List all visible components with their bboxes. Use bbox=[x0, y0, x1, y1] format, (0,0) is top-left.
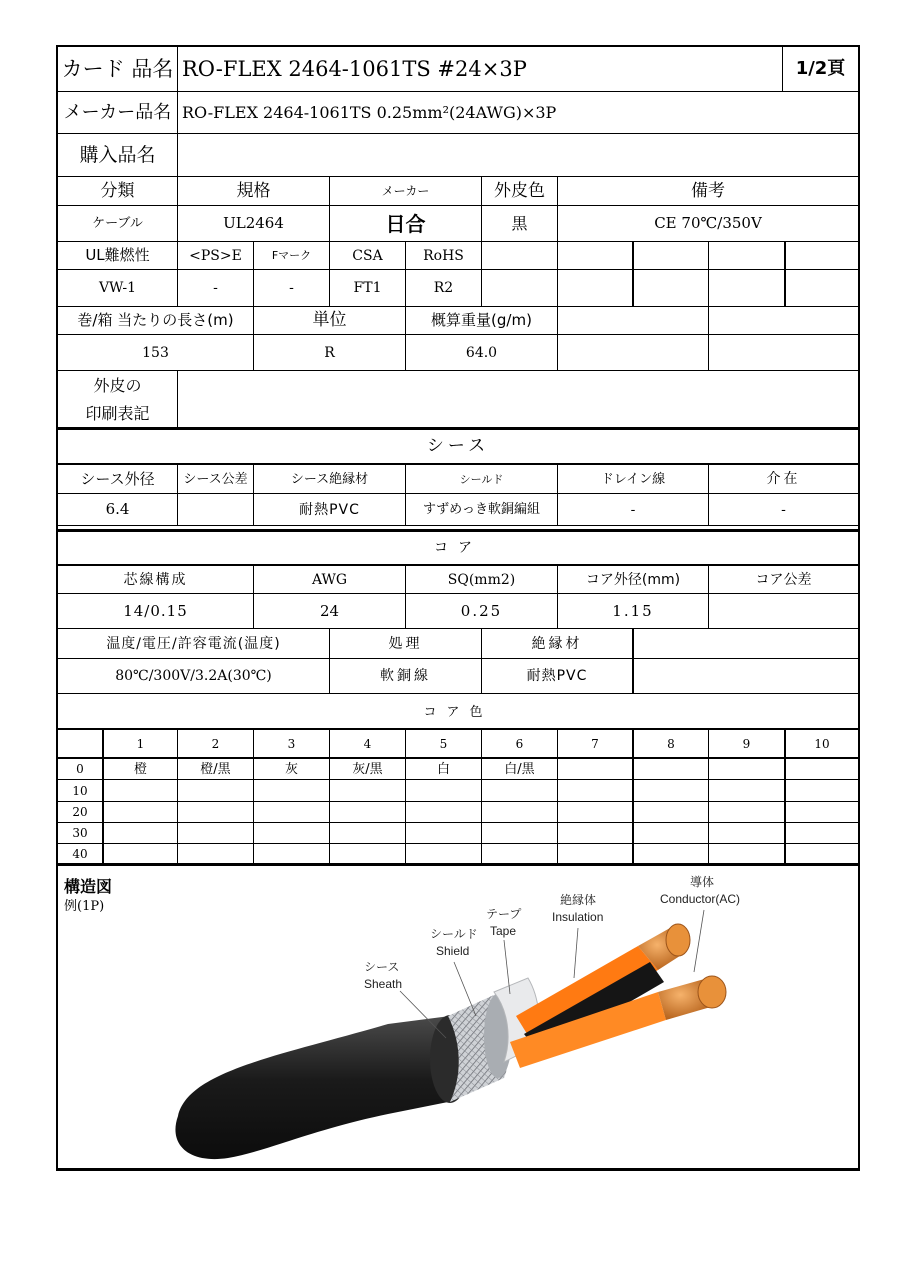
cert-value-fmark: - bbox=[289, 280, 294, 296]
core-header-strand: 芯線構成 bbox=[123, 571, 188, 588]
core-value-insulation: 耐熱PVC bbox=[526, 668, 588, 684]
label-tape-en: Tape bbox=[490, 924, 517, 938]
spec-header-sheath-color: 外皮色 bbox=[494, 180, 545, 201]
reel-value-unit: R bbox=[324, 344, 335, 361]
core-color-cell bbox=[634, 759, 708, 779]
conductor-upper-end bbox=[666, 924, 690, 956]
maker-name-label: メーカー品名 bbox=[63, 101, 172, 123]
core-color-col-header: 9 bbox=[742, 736, 751, 751]
core-value-sq: 0.25 bbox=[460, 601, 503, 620]
core-color-row-label: 10 bbox=[72, 783, 88, 798]
core-color-cell: 白 bbox=[436, 761, 450, 777]
reel-header-unit: 単位 bbox=[312, 310, 347, 330]
print-marking-value bbox=[182, 371, 852, 427]
reel-value-weight: 64.0 bbox=[465, 344, 498, 361]
diagram-subtitle: 例(1P) bbox=[64, 898, 105, 914]
reel-value-length: 153 bbox=[142, 344, 169, 361]
label-conductor-en: Conductor(AC) bbox=[660, 892, 741, 906]
core-value-strand: 14/0.15 bbox=[123, 601, 188, 620]
leader-conductor bbox=[694, 910, 704, 972]
cert-header-csa: CSA bbox=[352, 247, 383, 264]
core-color-row-label: 40 bbox=[72, 846, 88, 861]
core-header-od: コア外径(mm) bbox=[585, 571, 681, 588]
spec-header-remarks: 備考 bbox=[691, 180, 725, 201]
core-color-col-header: 8 bbox=[667, 736, 675, 751]
core-color-cell: 白/黒 bbox=[504, 761, 535, 777]
print-marking-label-2: 印刷表記 bbox=[85, 404, 150, 423]
core-value-awg: 24 bbox=[319, 601, 340, 620]
core-header-rating: 温度/電圧/許容電流(温度) bbox=[106, 635, 281, 652]
core-header-sq: SQ(mm2) bbox=[447, 571, 516, 588]
sheath-header-insulation: シース絶縁材 bbox=[290, 471, 369, 487]
spec-value-sheath-color: 黒 bbox=[511, 213, 528, 233]
sheath-header-tolerance: シース公差 bbox=[183, 471, 248, 487]
spec-value-category: ケーブル bbox=[92, 216, 143, 231]
page-indicator: 1/2頁 bbox=[795, 58, 846, 79]
sheath-value-drain: - bbox=[630, 501, 636, 518]
label-tape-jp: テープ bbox=[486, 907, 522, 921]
core-header-insulation: 絶縁材 bbox=[531, 635, 583, 652]
leader-insulation bbox=[574, 928, 578, 978]
spec-header-category: 分類 bbox=[100, 180, 135, 201]
core-value-treatment: 軟銅線 bbox=[380, 668, 431, 684]
outer-bottom bbox=[56, 1168, 860, 1171]
card-name-value: RO-FLEX 2464-1061TS #24×3P bbox=[182, 56, 527, 81]
core-title: コア bbox=[434, 540, 482, 556]
label-insulation-jp: 絶縁体 bbox=[560, 893, 597, 907]
sheath-header-shield: シールド bbox=[459, 472, 504, 486]
core-color-col-header: 6 bbox=[515, 736, 524, 751]
sheath-value-shield: すずめっき軟銅編組 bbox=[422, 502, 540, 517]
cert-header-rohs: RoHS bbox=[423, 247, 464, 264]
leader-tape bbox=[504, 940, 510, 994]
sheath-value-od: 6.4 bbox=[105, 500, 130, 518]
cert-value-pse: - bbox=[213, 280, 218, 296]
core-color-col-header: 5 bbox=[439, 736, 448, 751]
cert-value-rohs: R2 bbox=[433, 280, 454, 296]
core-value-tolerance bbox=[709, 594, 858, 628]
cert-value-ul: VW-1 bbox=[98, 280, 137, 296]
leader-shield bbox=[454, 962, 476, 1016]
core-color-title: コア色 bbox=[423, 704, 493, 720]
cert-header-fmark: Fマーク bbox=[271, 249, 312, 262]
cable-structure-diagram bbox=[58, 866, 858, 1168]
core-color-col-header: 3 bbox=[287, 736, 296, 751]
sheath-title: シース bbox=[426, 436, 490, 456]
core-header-awg: AWG bbox=[311, 571, 348, 588]
sheath-header-filler: 介在 bbox=[766, 471, 801, 487]
core-color-cell: 橙/黒 bbox=[200, 761, 231, 777]
core-header-treatment: 処理 bbox=[388, 635, 423, 652]
spec-header-maker: メーカー bbox=[381, 184, 430, 198]
sheath-header-drain: ドレイン線 bbox=[600, 471, 666, 487]
sheath-body bbox=[175, 1016, 457, 1159]
reel-header-weight: 概算重量(g/m) bbox=[431, 311, 532, 329]
conductor-lower-end bbox=[698, 976, 726, 1008]
core-color-col-header: 1 bbox=[136, 736, 145, 751]
label-sheath-jp: シース bbox=[364, 960, 400, 974]
core-header-tolerance: コア公差 bbox=[755, 571, 812, 588]
label-conductor-jp: 導体 bbox=[690, 875, 715, 889]
spec-value-maker: 日合 bbox=[385, 211, 426, 236]
sheath-value-tolerance bbox=[178, 494, 253, 525]
core-color-cell bbox=[558, 759, 632, 779]
core-color-col-header: 4 bbox=[363, 736, 372, 751]
cert-header-pse: <PS>E bbox=[189, 247, 242, 264]
core-color-col-header: 7 bbox=[591, 736, 599, 751]
label-insulation-en: Insulation bbox=[552, 910, 604, 924]
core-color-col-header: 2 bbox=[211, 736, 220, 751]
label-shield-en: Shield bbox=[436, 944, 470, 958]
sheath-value-insulation: 耐熱PVC bbox=[299, 501, 360, 518]
core-color-row-label: 0 bbox=[76, 762, 84, 776]
sheath-value-filler: - bbox=[781, 501, 786, 518]
cert-header-ul: UL難燃性 bbox=[85, 246, 150, 264]
core-color-col-header: 10 bbox=[814, 736, 830, 751]
card-name-label: カード 品名 bbox=[61, 56, 174, 81]
core-color-cell bbox=[709, 759, 784, 779]
label-shield-jp: シールド bbox=[430, 927, 478, 941]
spec-value-remarks: CE 70℃/350V bbox=[654, 214, 762, 232]
core-value-rating: 80℃/300V/3.2A(30℃) bbox=[115, 668, 272, 684]
label-sheath-en: Sheath bbox=[364, 977, 403, 991]
purchase-name-label: 購入品名 bbox=[79, 143, 156, 166]
outer-right bbox=[858, 45, 860, 1171]
spec-value-standard: UL2464 bbox=[223, 214, 284, 232]
core-color-cell: 橙 bbox=[133, 761, 147, 777]
reel-header-length: 巻/箱 当たりの長さ(m) bbox=[77, 311, 234, 329]
print-marking-label-1: 外皮の bbox=[93, 376, 142, 395]
diagram-title: 構造図 bbox=[64, 877, 113, 896]
core-color-row-label: 20 bbox=[72, 805, 88, 819]
core-color-cell: 灰 bbox=[284, 761, 298, 777]
core-color-cell: 灰/黒 bbox=[352, 761, 383, 777]
purchase-name-value bbox=[182, 134, 852, 176]
core-value-od: 1.15 bbox=[612, 601, 654, 620]
maker-name-value: RO-FLEX 2464-1061TS 0.25mm²(24AWG)×3P bbox=[182, 102, 557, 122]
sheath-header-od: シース外径 bbox=[80, 469, 155, 488]
core-color-row-label: 30 bbox=[72, 826, 88, 840]
cert-value-csa: FT1 bbox=[353, 280, 382, 296]
spec-header-standard: 規格 bbox=[236, 180, 271, 201]
core-color-cell bbox=[786, 759, 858, 779]
